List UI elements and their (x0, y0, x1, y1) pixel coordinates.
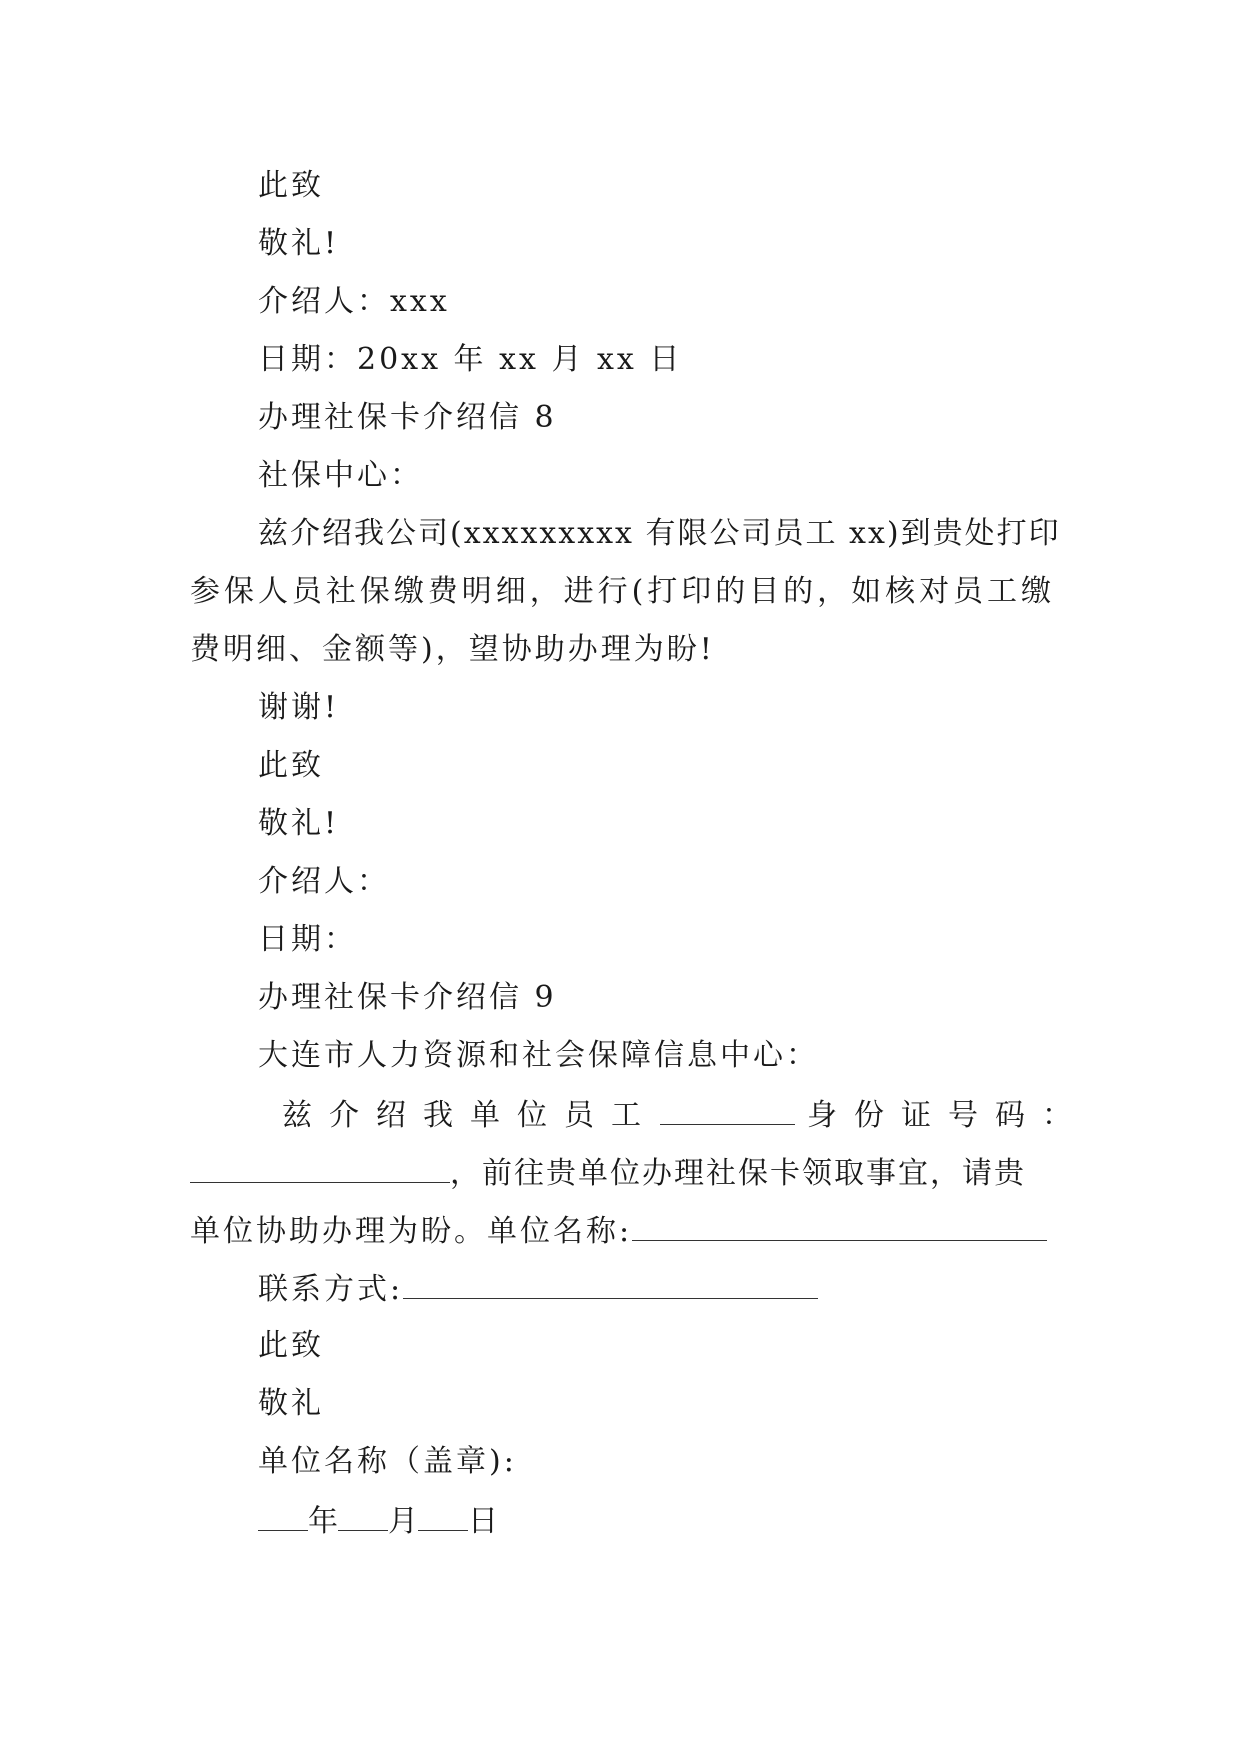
body-paragraph2-line-1 (282, 1094, 1089, 1136)
introducer-line-2: 介绍人： (258, 864, 390, 899)
closing-jingli-3: 敬礼 (258, 1386, 324, 1421)
contact-field[interactable] (403, 1268, 818, 1299)
body-text-continue: ，前往贵单位办理社保卡领取事宜，请贵 (450, 1156, 1026, 1191)
intro-text: 兹介绍我单位员工 (282, 1098, 658, 1133)
body-paragraph2-line-2 (190, 1152, 1052, 1194)
body-paragraph-line-1: 兹介绍我公司(xxxxxxxxx 有限公司员工 xx)到贵处打印 (258, 516, 1061, 551)
unit-name-label: 单位协助办理为盼。单位名称: (190, 1214, 633, 1249)
closing-jingli: 敬礼! (258, 226, 340, 261)
unit-name-field[interactable] (632, 1210, 1047, 1241)
month-field[interactable] (338, 1500, 388, 1531)
closing-cizhi: 此致 (258, 168, 324, 203)
body-paragraph2-line-3 (190, 1210, 1052, 1252)
body-paragraph-line-2: 参保人员社保缴费明细，进行(打印的目的，如核对员工缴 (190, 574, 1052, 609)
date-line-2: 日期： (258, 922, 357, 957)
section-title-8: 办理社保卡介绍信 8 (258, 400, 557, 435)
signature-date-line (258, 1500, 498, 1542)
year-field[interactable] (258, 1500, 308, 1531)
month-label: 月 (388, 1504, 418, 1539)
date-line: 日期：20xx 年 xx 月 xx 日 (258, 342, 683, 377)
closing-cizhi-3: 此致 (258, 1328, 324, 1363)
closing-cizhi-2: 此致 (258, 748, 324, 783)
recipient-line: 社保中心： (258, 458, 423, 493)
id-number-field[interactable] (190, 1152, 450, 1183)
recipient-line-2: 大连市人力资源和社会保障信息中心： (258, 1038, 819, 1073)
section-title-9: 办理社保卡介绍信 9 (258, 980, 557, 1015)
thanks-line: 谢谢! (258, 690, 340, 725)
year-label: 年 (308, 1504, 338, 1539)
closing-jingli-2: 敬礼! (258, 806, 340, 841)
contact-line (258, 1268, 818, 1310)
employee-name-field[interactable] (660, 1094, 795, 1125)
introducer-line: 介绍人：xxx (258, 284, 450, 319)
body-paragraph-line-3: 费明细、金额等)，望协助办理为盼! (190, 632, 715, 667)
unit-seal-line: 单位名称（盖章): (258, 1444, 517, 1479)
contact-label: 联系方式: (258, 1272, 404, 1307)
day-label: 日 (468, 1504, 498, 1539)
id-number-label: 身份证号码： (807, 1098, 1089, 1133)
day-field[interactable] (418, 1500, 468, 1531)
